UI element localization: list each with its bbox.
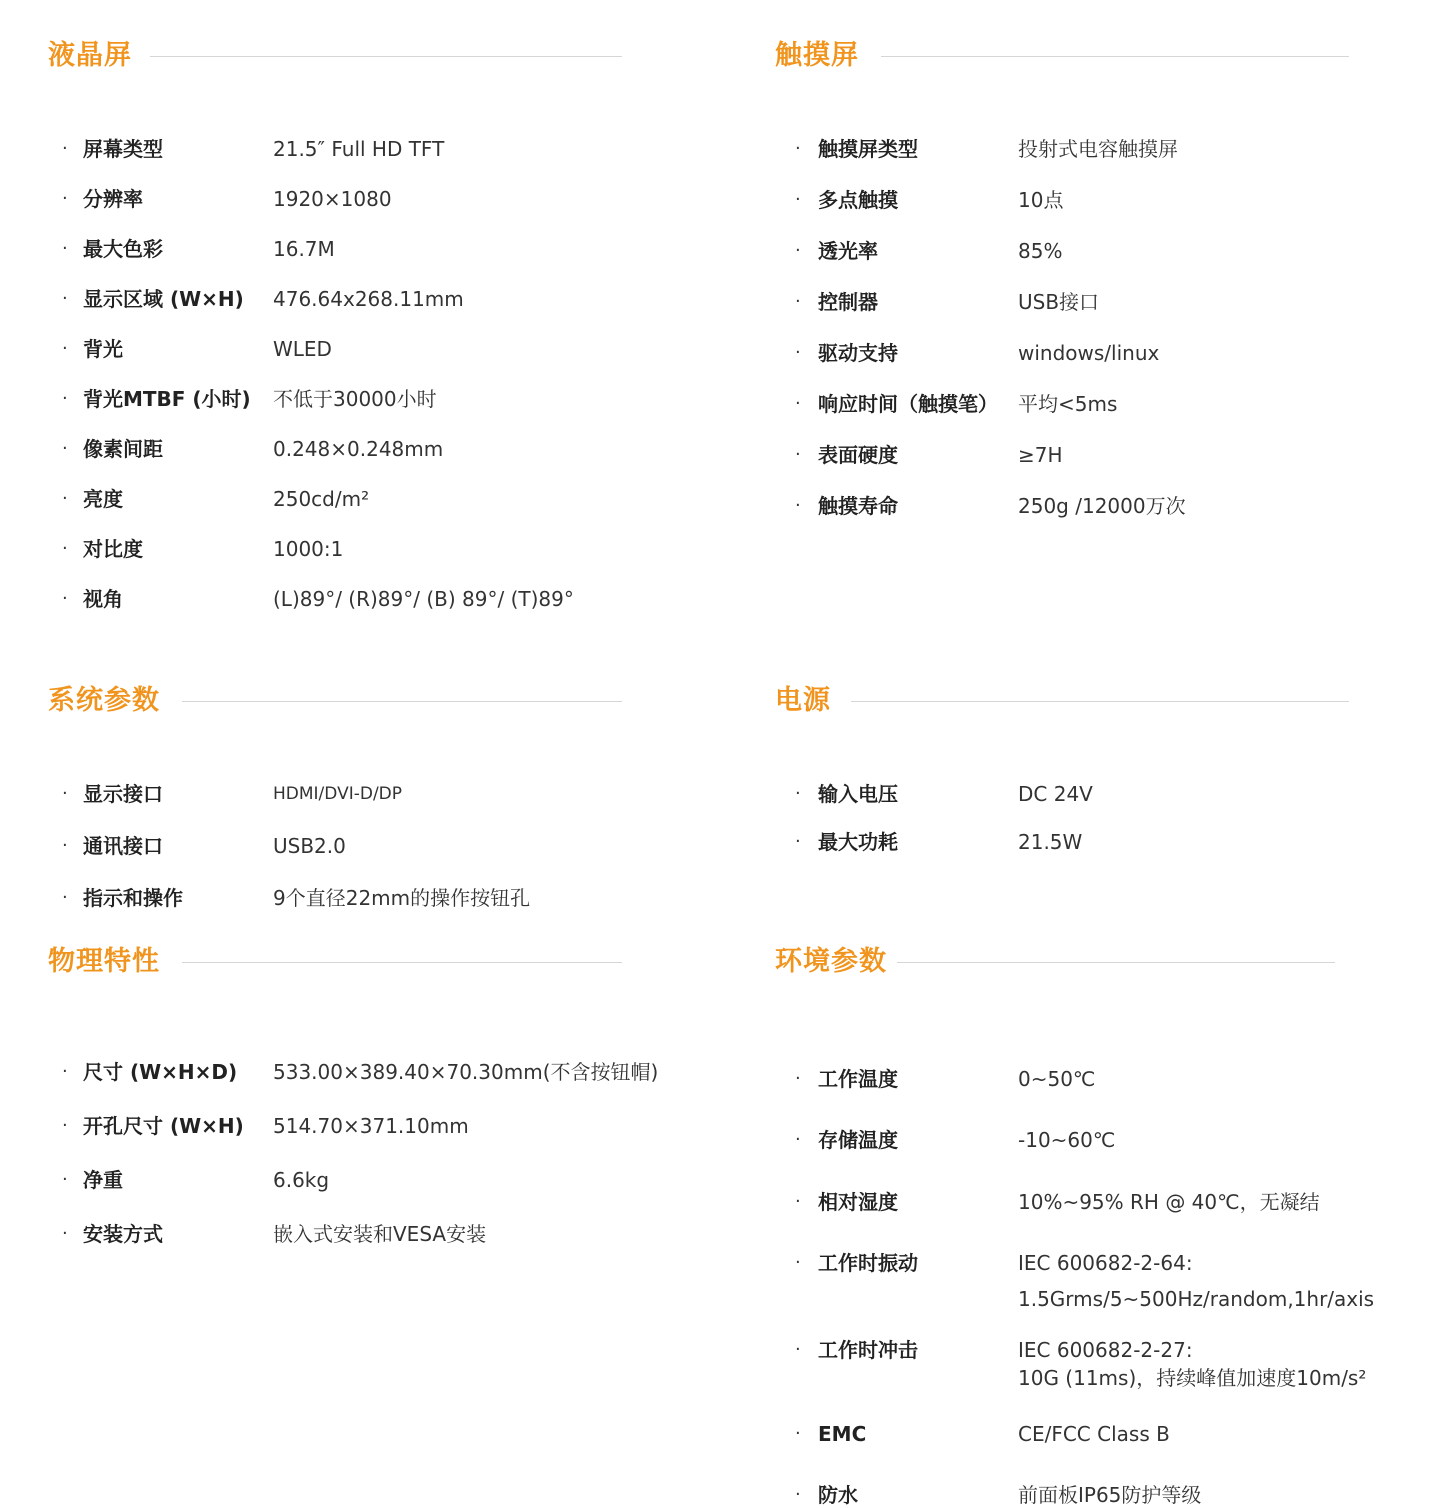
spec-value-line1: IEC 600682-2-27: xyxy=(1018,1338,1193,1362)
section-power xyxy=(775,681,1395,854)
spec-label: 透光率 xyxy=(818,239,878,263)
bullet-dot: · xyxy=(795,240,801,261)
bullet-dot: · xyxy=(795,138,801,159)
bullet-dot: · xyxy=(62,1169,68,1190)
spec-label: 最大功耗 xyxy=(818,830,898,854)
bullet-dot: · xyxy=(795,1423,801,1444)
spec-value-multiline xyxy=(1018,1245,1374,1317)
spec-label: EMC xyxy=(818,1422,867,1446)
spec-value: 476.64x268.11mm xyxy=(273,287,464,311)
spec-value: 嵌入式安装和VESA安装 xyxy=(273,1222,487,1246)
section-divider xyxy=(881,56,1349,57)
spec-label: 背光 xyxy=(83,337,123,361)
spec-value: 21.5W xyxy=(1018,830,1083,854)
bullet-dot: · xyxy=(795,783,801,804)
section-system xyxy=(48,681,628,910)
spec-label: 输入电压 xyxy=(818,782,898,806)
spec-label: 指示和操作 xyxy=(83,886,183,910)
section-title: 触摸屏 xyxy=(775,40,859,71)
bullet-dot: · xyxy=(795,393,801,414)
spec-label: 最大色彩 xyxy=(83,237,163,261)
section-divider xyxy=(897,962,1335,963)
bullet-dot: · xyxy=(62,835,68,856)
spec-value: (L)89°/ (R)89°/ (B) 89°/ (T)89° xyxy=(273,587,574,611)
bullet-dot: · xyxy=(795,444,801,465)
spec-value: 不低于30000小时 xyxy=(273,387,437,411)
bullet-dot: · xyxy=(62,887,68,908)
bullet-dot: · xyxy=(62,1115,68,1136)
spec-value: HDMI/DVI-D/DP xyxy=(273,784,403,804)
section-environment xyxy=(775,942,1415,1507)
spec-label: 多点触摸 xyxy=(818,188,898,212)
spec-value: 21.5″ Full HD TFT xyxy=(273,137,445,161)
spec-value: DC 24V xyxy=(1018,782,1093,806)
section-lcd xyxy=(48,36,628,611)
spec-value: 533.00×389.40×70.30mm(不含按钮帽) xyxy=(273,1060,659,1084)
section-header xyxy=(775,942,1415,982)
bullet-dot: · xyxy=(62,588,68,609)
spec-label: 像素间距 xyxy=(83,437,163,461)
spec-label: 工作温度 xyxy=(818,1067,898,1091)
spec-value: 1000:1 xyxy=(273,537,344,561)
spec-value: -10~60℃ xyxy=(1018,1128,1116,1152)
section-header xyxy=(48,36,628,76)
spec-value: 投射式电容触摸屏 xyxy=(1018,137,1178,161)
spec-label: 对比度 xyxy=(83,537,143,561)
spec-label: 视角 xyxy=(83,587,123,611)
spec-value-multiline xyxy=(1018,1336,1366,1392)
bullet-dot: · xyxy=(62,238,68,259)
section-header xyxy=(48,681,628,721)
spec-value: 前面板IP65防护等级 xyxy=(1018,1483,1202,1507)
spec-value: 6.6kg xyxy=(273,1168,330,1192)
bullet-dot: · xyxy=(795,831,801,852)
bullet-dot: · xyxy=(795,1068,801,1089)
spec-value: windows/linux xyxy=(1018,341,1160,365)
spec-label: 触摸屏类型 xyxy=(818,137,918,161)
section-physical xyxy=(48,942,688,1246)
spec-label: 安装方式 xyxy=(83,1222,163,1246)
spec-value: 0~50℃ xyxy=(1018,1067,1096,1091)
bullet-dot: · xyxy=(62,338,68,359)
spec-label: 防水 xyxy=(818,1483,858,1507)
section-title: 物理特性 xyxy=(48,946,160,977)
spec-value: 16.7M xyxy=(273,237,335,261)
spec-label: 响应时间（触摸笔） xyxy=(818,392,998,416)
section-title: 电源 xyxy=(775,685,831,716)
bullet-dot: · xyxy=(62,438,68,459)
spec-label: 控制器 xyxy=(818,290,878,314)
spec-value: 514.70×371.10mm xyxy=(273,1114,469,1138)
spec-label: 净重 xyxy=(83,1168,123,1192)
section-divider xyxy=(851,701,1349,702)
section-title: 液晶屏 xyxy=(48,40,132,71)
bullet-dot: · xyxy=(62,138,68,159)
section-divider xyxy=(182,962,622,963)
spec-value: 平均<5ms xyxy=(1018,392,1118,416)
section-header xyxy=(48,942,688,982)
bullet-dot: · xyxy=(795,291,801,312)
bullet-dot: · xyxy=(62,1061,68,1082)
spec-label: 尺寸 (W×H×D) xyxy=(83,1060,238,1084)
section-header xyxy=(775,681,1395,721)
spec-value: 9个直径22mm的操作按钮孔 xyxy=(273,886,531,910)
spec-label: 显示接口 xyxy=(83,782,163,806)
spec-label: 相对湿度 xyxy=(818,1190,898,1214)
bullet-dot: · xyxy=(795,342,801,363)
spec-label: 显示区域 (W×H) xyxy=(83,287,244,311)
spec-value: WLED xyxy=(273,337,332,361)
spec-label: 存储温度 xyxy=(818,1128,898,1152)
bullet-dot: · xyxy=(62,783,68,804)
spec-label: 通讯接口 xyxy=(83,834,163,858)
spec-value: 250g /12000万次 xyxy=(1018,494,1186,518)
bullet-dot: · xyxy=(795,189,801,210)
spec-value: ≥7H xyxy=(1018,443,1063,467)
section-touch xyxy=(775,36,1395,518)
spec-label: 工作时冲击 xyxy=(818,1338,918,1362)
section-title: 系统参数 xyxy=(48,685,160,716)
spec-label: 开孔尺寸 (W×H) xyxy=(83,1114,244,1138)
bullet-dot: · xyxy=(62,388,68,409)
bullet-dot: · xyxy=(62,488,68,509)
bullet-dot: · xyxy=(795,1191,801,1212)
spec-label: 亮度 xyxy=(83,487,123,511)
spec-value-line2: 1.5Grms/5~500Hz/random,1hr/axis xyxy=(1018,1287,1375,1311)
section-divider xyxy=(150,56,622,57)
spec-value: CE/FCC Class B xyxy=(1018,1422,1170,1446)
spec-label: 背光MTBF (小时) xyxy=(83,387,251,411)
bullet-dot: · xyxy=(795,495,801,516)
spec-label: 表面硬度 xyxy=(818,443,898,467)
spec-value: 250cd/m² xyxy=(273,487,370,511)
bullet-dot: · xyxy=(795,1129,801,1150)
spec-label: 屏幕类型 xyxy=(83,137,163,161)
spec-value: 10%~95% RH @ 40℃，无凝结 xyxy=(1018,1190,1320,1214)
spec-label: 工作时振动 xyxy=(818,1251,918,1275)
spec-value: 1920×1080 xyxy=(273,187,392,211)
section-title: 环境参数 xyxy=(775,946,887,977)
bullet-dot: · xyxy=(62,288,68,309)
spec-value-line1: IEC 600682-2-64: xyxy=(1018,1251,1193,1275)
section-header xyxy=(775,36,1395,76)
spec-value: USB接口 xyxy=(1018,290,1100,314)
bullet-dot: · xyxy=(795,1484,801,1505)
spec-value: 85% xyxy=(1018,239,1063,263)
spec-value: 10点 xyxy=(1018,188,1064,212)
spec-label: 驱动支持 xyxy=(818,341,898,365)
bullet-dot: · xyxy=(795,1339,801,1360)
bullet-dot: · xyxy=(795,1252,801,1273)
spec-label: 触摸寿命 xyxy=(818,494,898,518)
bullet-dot: · xyxy=(62,1223,68,1244)
spec-value: 0.248×0.248mm xyxy=(273,437,444,461)
section-divider xyxy=(182,701,622,702)
spec-label: 分辨率 xyxy=(83,187,143,211)
spec-value: USB2.0 xyxy=(273,834,346,858)
spec-value-line2: 10G (11ms)，持续峰值加速度10m/s² xyxy=(1018,1366,1367,1390)
bullet-dot: · xyxy=(62,188,68,209)
bullet-dot: · xyxy=(62,538,68,559)
